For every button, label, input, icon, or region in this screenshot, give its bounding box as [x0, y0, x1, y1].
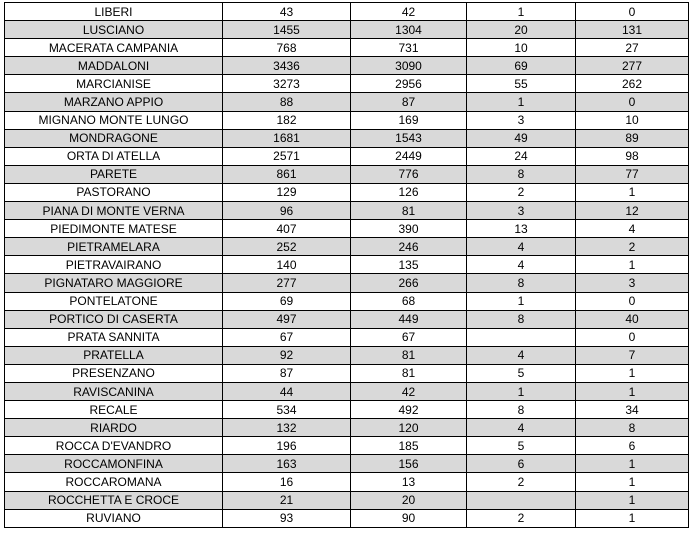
municipality-name-cell: ROCCAMONFINA — [5, 455, 223, 473]
value-col-2-cell: 120 — [351, 419, 467, 437]
value-col-1-cell: 182 — [223, 111, 351, 129]
value-col-2-cell: 1304 — [351, 21, 467, 39]
value-col-4-cell: 0 — [576, 292, 689, 310]
value-col-4-cell: 27 — [576, 39, 689, 57]
value-col-1-cell: 3436 — [223, 57, 351, 75]
table-row — [5, 93, 689, 111]
value-col-2-cell: 492 — [351, 401, 467, 419]
value-col-2-cell: 1543 — [351, 129, 467, 147]
value-col-1-cell: 407 — [223, 220, 351, 238]
value-col-4-cell: 6 — [576, 437, 689, 455]
value-col-1-cell: 196 — [223, 437, 351, 455]
value-col-3-cell — [467, 328, 576, 346]
municipality-name-cell: RECALE — [5, 401, 223, 419]
value-col-1-cell: 2571 — [223, 147, 351, 165]
value-col-2-cell: 449 — [351, 310, 467, 328]
value-col-2-cell: 67 — [351, 328, 467, 346]
municipality-name-cell: LUSCIANO — [5, 21, 223, 39]
value-col-4-cell: 1 — [576, 491, 689, 509]
value-col-1-cell: 1681 — [223, 129, 351, 147]
value-col-2-cell: 3090 — [351, 57, 467, 75]
value-col-4-cell: 1 — [576, 473, 689, 491]
municipality-name-cell: RUVIANO — [5, 509, 223, 527]
value-col-1-cell: 497 — [223, 310, 351, 328]
value-col-2-cell: 2449 — [351, 147, 467, 165]
value-col-1-cell: 67 — [223, 328, 351, 346]
value-col-4-cell: 131 — [576, 21, 689, 39]
municipality-name-cell: ORTA DI ATELLA — [5, 147, 223, 165]
table-body — [5, 3, 689, 528]
table-row — [5, 220, 689, 238]
municipality-name-cell: ROCCA D'EVANDRO — [5, 437, 223, 455]
value-col-4-cell: 10 — [576, 111, 689, 129]
value-col-2-cell: 87 — [351, 93, 467, 111]
municipality-name-cell: MONDRAGONE — [5, 129, 223, 147]
value-col-1-cell: 88 — [223, 93, 351, 111]
municipality-name-cell: PIETRAVAIRANO — [5, 256, 223, 274]
value-col-1-cell: 93 — [223, 509, 351, 527]
table-row — [5, 491, 689, 509]
value-col-1-cell: 132 — [223, 419, 351, 437]
value-col-2-cell: 90 — [351, 509, 467, 527]
value-col-4-cell: 1 — [576, 364, 689, 382]
value-col-1-cell: 96 — [223, 202, 351, 220]
value-col-2-cell: 266 — [351, 274, 467, 292]
value-col-4-cell: 1 — [576, 256, 689, 274]
value-col-1-cell: 44 — [223, 382, 351, 400]
value-col-3-cell: 4 — [467, 419, 576, 437]
table-row — [5, 364, 689, 382]
value-col-3-cell: 55 — [467, 75, 576, 93]
table-row — [5, 346, 689, 364]
value-col-1-cell: 163 — [223, 455, 351, 473]
table-row — [5, 21, 689, 39]
value-col-1-cell: 534 — [223, 401, 351, 419]
value-col-1-cell: 140 — [223, 256, 351, 274]
value-col-3-cell: 5 — [467, 437, 576, 455]
value-col-1-cell: 69 — [223, 292, 351, 310]
municipality-data-table — [4, 2, 689, 528]
value-col-3-cell: 1 — [467, 292, 576, 310]
table-row — [5, 292, 689, 310]
value-col-4-cell: 1 — [576, 382, 689, 400]
value-col-4-cell: 0 — [576, 93, 689, 111]
table-row — [5, 328, 689, 346]
table-row — [5, 129, 689, 147]
municipality-name-cell: PIANA DI MONTE VERNA — [5, 202, 223, 220]
municipality-name-cell: PRATA SANNITA — [5, 328, 223, 346]
table-row — [5, 310, 689, 328]
table-row — [5, 3, 689, 21]
value-col-2-cell: 68 — [351, 292, 467, 310]
value-col-2-cell: 135 — [351, 256, 467, 274]
value-col-3-cell: 8 — [467, 401, 576, 419]
value-col-1-cell: 129 — [223, 183, 351, 201]
value-col-2-cell: 776 — [351, 165, 467, 183]
municipality-name-cell: MIGNANO MONTE LUNGO — [5, 111, 223, 129]
value-col-3-cell: 5 — [467, 364, 576, 382]
value-col-2-cell: 126 — [351, 183, 467, 201]
value-col-3-cell: 13 — [467, 220, 576, 238]
municipality-name-cell: RIARDO — [5, 419, 223, 437]
table-row — [5, 382, 689, 400]
municipality-name-cell: LIBERI — [5, 3, 223, 21]
value-col-4-cell: 98 — [576, 147, 689, 165]
value-col-3-cell: 3 — [467, 111, 576, 129]
table-row — [5, 473, 689, 491]
value-col-2-cell: 246 — [351, 238, 467, 256]
value-col-1-cell: 277 — [223, 274, 351, 292]
value-col-4-cell: 262 — [576, 75, 689, 93]
table-row — [5, 202, 689, 220]
value-col-3-cell: 4 — [467, 346, 576, 364]
value-col-4-cell: 277 — [576, 57, 689, 75]
value-col-2-cell: 169 — [351, 111, 467, 129]
value-col-4-cell: 1 — [576, 509, 689, 527]
value-col-4-cell: 2 — [576, 238, 689, 256]
value-col-2-cell: 20 — [351, 491, 467, 509]
value-col-3-cell: 69 — [467, 57, 576, 75]
table-row — [5, 165, 689, 183]
value-col-4-cell: 0 — [576, 328, 689, 346]
value-col-3-cell: 8 — [467, 165, 576, 183]
municipality-name-cell: PIGNATARO MAGGIORE — [5, 274, 223, 292]
value-col-2-cell: 13 — [351, 473, 467, 491]
value-col-4-cell: 12 — [576, 202, 689, 220]
data-table-container — [4, 2, 643, 528]
table-row — [5, 183, 689, 201]
municipality-name-cell: ROCCAROMANA — [5, 473, 223, 491]
municipality-name-cell: MARCIANISE — [5, 75, 223, 93]
value-col-2-cell: 390 — [351, 220, 467, 238]
value-col-1-cell: 768 — [223, 39, 351, 57]
value-col-4-cell: 40 — [576, 310, 689, 328]
value-col-1-cell: 1455 — [223, 21, 351, 39]
value-col-2-cell: 731 — [351, 39, 467, 57]
value-col-3-cell: 8 — [467, 274, 576, 292]
value-col-4-cell: 3 — [576, 274, 689, 292]
value-col-1-cell: 21 — [223, 491, 351, 509]
value-col-4-cell: 77 — [576, 165, 689, 183]
value-col-4-cell: 7 — [576, 346, 689, 364]
table-row — [5, 39, 689, 57]
table-row — [5, 455, 689, 473]
value-col-3-cell: 10 — [467, 39, 576, 57]
value-col-3-cell: 2 — [467, 183, 576, 201]
value-col-1-cell: 861 — [223, 165, 351, 183]
table-row — [5, 75, 689, 93]
municipality-name-cell: MARZANO APPIO — [5, 93, 223, 111]
value-col-2-cell: 81 — [351, 202, 467, 220]
value-col-1-cell: 92 — [223, 346, 351, 364]
value-col-2-cell: 42 — [351, 382, 467, 400]
municipality-name-cell: PRESENZANO — [5, 364, 223, 382]
value-col-3-cell: 2 — [467, 509, 576, 527]
value-col-4-cell: 8 — [576, 419, 689, 437]
value-col-1-cell: 43 — [223, 3, 351, 21]
value-col-1-cell: 87 — [223, 364, 351, 382]
value-col-2-cell: 2956 — [351, 75, 467, 93]
municipality-name-cell: PRATELLA — [5, 346, 223, 364]
table-row — [5, 401, 689, 419]
municipality-name-cell: MACERATA CAMPANIA — [5, 39, 223, 57]
table-row — [5, 437, 689, 455]
value-col-2-cell: 81 — [351, 346, 467, 364]
value-col-1-cell: 3273 — [223, 75, 351, 93]
value-col-3-cell: 49 — [467, 129, 576, 147]
value-col-4-cell: 1 — [576, 183, 689, 201]
value-col-2-cell: 156 — [351, 455, 467, 473]
table-row — [5, 147, 689, 165]
value-col-3-cell: 3 — [467, 202, 576, 220]
municipality-name-cell: PONTELATONE — [5, 292, 223, 310]
table-row — [5, 238, 689, 256]
value-col-3-cell: 4 — [467, 256, 576, 274]
value-col-1-cell: 252 — [223, 238, 351, 256]
value-col-1-cell: 16 — [223, 473, 351, 491]
value-col-4-cell: 1 — [576, 455, 689, 473]
value-col-3-cell: 2 — [467, 473, 576, 491]
value-col-2-cell: 185 — [351, 437, 467, 455]
value-col-3-cell: 6 — [467, 455, 576, 473]
value-col-3-cell: 8 — [467, 310, 576, 328]
municipality-name-cell: PORTICO DI CASERTA — [5, 310, 223, 328]
value-col-3-cell: 4 — [467, 238, 576, 256]
table-row — [5, 274, 689, 292]
value-col-3-cell: 1 — [467, 93, 576, 111]
value-col-3-cell — [467, 491, 576, 509]
value-col-3-cell: 1 — [467, 3, 576, 21]
value-col-3-cell: 1 — [467, 382, 576, 400]
municipality-name-cell: MADDALONI — [5, 57, 223, 75]
table-row — [5, 419, 689, 437]
value-col-3-cell: 24 — [467, 147, 576, 165]
table-row — [5, 111, 689, 129]
value-col-4-cell: 4 — [576, 220, 689, 238]
municipality-name-cell: PARETE — [5, 165, 223, 183]
municipality-name-cell: RAVISCANINA — [5, 382, 223, 400]
municipality-name-cell: ROCCHETTA E CROCE — [5, 491, 223, 509]
table-row — [5, 57, 689, 75]
table-row — [5, 256, 689, 274]
value-col-4-cell: 89 — [576, 129, 689, 147]
value-col-4-cell: 34 — [576, 401, 689, 419]
municipality-name-cell: PASTORANO — [5, 183, 223, 201]
municipality-name-cell: PIEDIMONTE MATESE — [5, 220, 223, 238]
municipality-name-cell: PIETRAMELARA — [5, 238, 223, 256]
table-row — [5, 509, 689, 527]
value-col-2-cell: 81 — [351, 364, 467, 382]
value-col-4-cell: 0 — [576, 3, 689, 21]
value-col-2-cell: 42 — [351, 3, 467, 21]
value-col-3-cell: 20 — [467, 21, 576, 39]
